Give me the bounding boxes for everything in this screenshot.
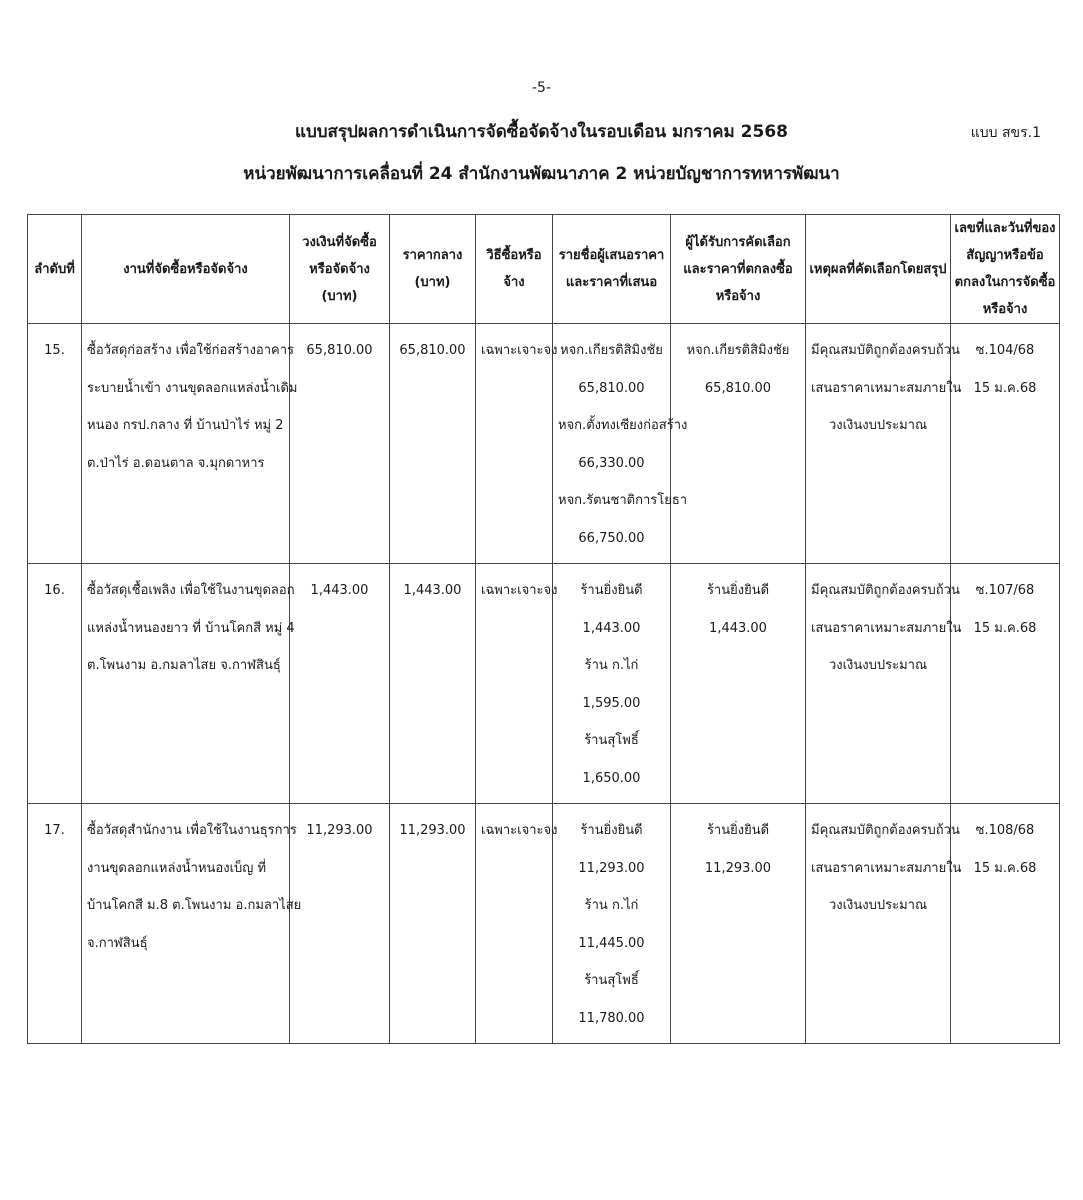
row-method: เฉพาะเจาะจง (476, 324, 553, 564)
row-budget: 65,810.00 (290, 324, 390, 564)
row-bidders: ร้านยิ่งยินดี 11,293.00 ร้าน ก.ไก่ 11,445.00 ร้านสุโพธิ์ 11,780.00 (553, 804, 671, 1044)
table-row (28, 804, 1060, 1044)
row-contract: ซ.107/68 15 ม.ค.68 (951, 564, 1060, 804)
header-winner: ผู้ได้รับการคัดเลือกและราคาที่ตกลงซื้อหรือจ้าง (671, 215, 806, 324)
row-reason: มีคุณสมบัติถูกต้องครบถ้วน เสนอราคาเหมาะสมภายใน วงเงินงบประมาณ (806, 804, 951, 1044)
row-median-price: 65,810.00 (390, 324, 476, 564)
row-item: ซื้อวัสดุเชื้อเพลิง เพื่อใช้ในงานขุดลอก แหล่งน้ำหนองยาว ที่ บ้านโคกสี หมู่ 4 ต.โพนงาม อ.กมลาไสย จ.กาฬสินธุ์ (82, 564, 290, 804)
table-header-row (28, 215, 1060, 324)
row-winner: ร้านยิ่งยินดี 11,293.00 (671, 804, 806, 1044)
row-method: เฉพาะเจาะจง (476, 564, 553, 804)
row-bidders: หจก.เกียรติสิมิงชัย 65,810.00 หจก.ตั้งทงเซียงก่อสร้าง 66,330.00 หจก.รัตนชาติการโยธา 66,750.00 (553, 324, 671, 564)
row-bidders: ร้านยิ่งยินดี 1,443.00 ร้าน ก.ไก่ 1,595.00 ร้านสุโพธิ์ 1,650.00 (553, 564, 671, 804)
row-winner: ร้านยิ่งยินดี 1,443.00 (671, 564, 806, 804)
row-item: ซื้อวัสดุก่อสร้าง เพื่อใช้ก่อสร้างอาคาร ระบายน้ำเข้า งานขุดลอกแหล่งน้ำเดิม หนอง กรป.กลาง ที่ บ้านป่าไร่ หมู่ 2 ต.ป่าไร่ อ.ดอนตาล จ.มุกดาหาร (82, 324, 290, 564)
table-row (28, 564, 1060, 804)
page-number: -5- (531, 80, 551, 96)
report-subtitle: หน่วยพัฒนาการเคลื่อนที่ 24 สำนักงานพัฒนาภาค 2 หน่วยบัญชาการทหารพัฒนา (243, 164, 840, 184)
form-code: แบบ สขร.1 (970, 125, 1041, 141)
row-budget: 1,443.00 (290, 564, 390, 804)
header-budget: วงเงินที่จัดซื้อหรือจัดจ้าง (บาท) (290, 215, 390, 324)
row-budget: 11,293.00 (290, 804, 390, 1044)
row-no: 17. (28, 804, 82, 1044)
row-reason: มีคุณสมบัติถูกต้องครบถ้วน เสนอราคาเหมาะสมภายใน วงเงินงบประมาณ (806, 324, 951, 564)
header-bidders: รายชื่อผู้เสนอราคาและราคาที่เสนอ (553, 215, 671, 324)
report-title: แบบสรุปผลการดำเนินการจัดซื้อจัดจ้างในรอบเดือน มกราคม 2568 (295, 122, 788, 142)
row-median-price: 1,443.00 (390, 564, 476, 804)
header-method: วิธีซื้อหรือจ้าง (476, 215, 553, 324)
row-median-price: 11,293.00 (390, 804, 476, 1044)
header-reason: เหตุผลที่คัดเลือกโดยสรุป (806, 215, 951, 324)
row-reason: มีคุณสมบัติถูกต้องครบถ้วน เสนอราคาเหมาะสมภายใน วงเงินงบประมาณ (806, 564, 951, 804)
header-item: งานที่จัดซื้อหรือจัดจ้าง (82, 215, 290, 324)
row-no: 16. (28, 564, 82, 804)
row-item: ซื้อวัสดุสำนักงาน เพื่อใช้ในงานธุรการ งานขุดลอกแหล่งน้ำหนองเบ็ญ ที่ บ้านโคกสี ม.8 ต.โพนงาม อ.กมลาไสย จ.กาฬสินธุ์ (82, 804, 290, 1044)
row-winner: หจก.เกียรติสิมิงชัย 65,810.00 (671, 324, 806, 564)
header-median-price: ราคากลาง (บาท) (390, 215, 476, 324)
header-no: ลำดับที่ (28, 215, 82, 324)
table-row (28, 324, 1060, 564)
row-contract: ซ.108/68 15 ม.ค.68 (951, 804, 1060, 1044)
row-method: เฉพาะเจาะจง (476, 804, 553, 1044)
row-no: 15. (28, 324, 82, 564)
header-contract: เลขที่และวันที่ของสัญญาหรือข้อตกลงในการจัดซื้อหรือจ้าง (951, 215, 1060, 324)
row-contract: ซ.104/68 15 ม.ค.68 (951, 324, 1060, 564)
procurement-table (27, 214, 1060, 1044)
